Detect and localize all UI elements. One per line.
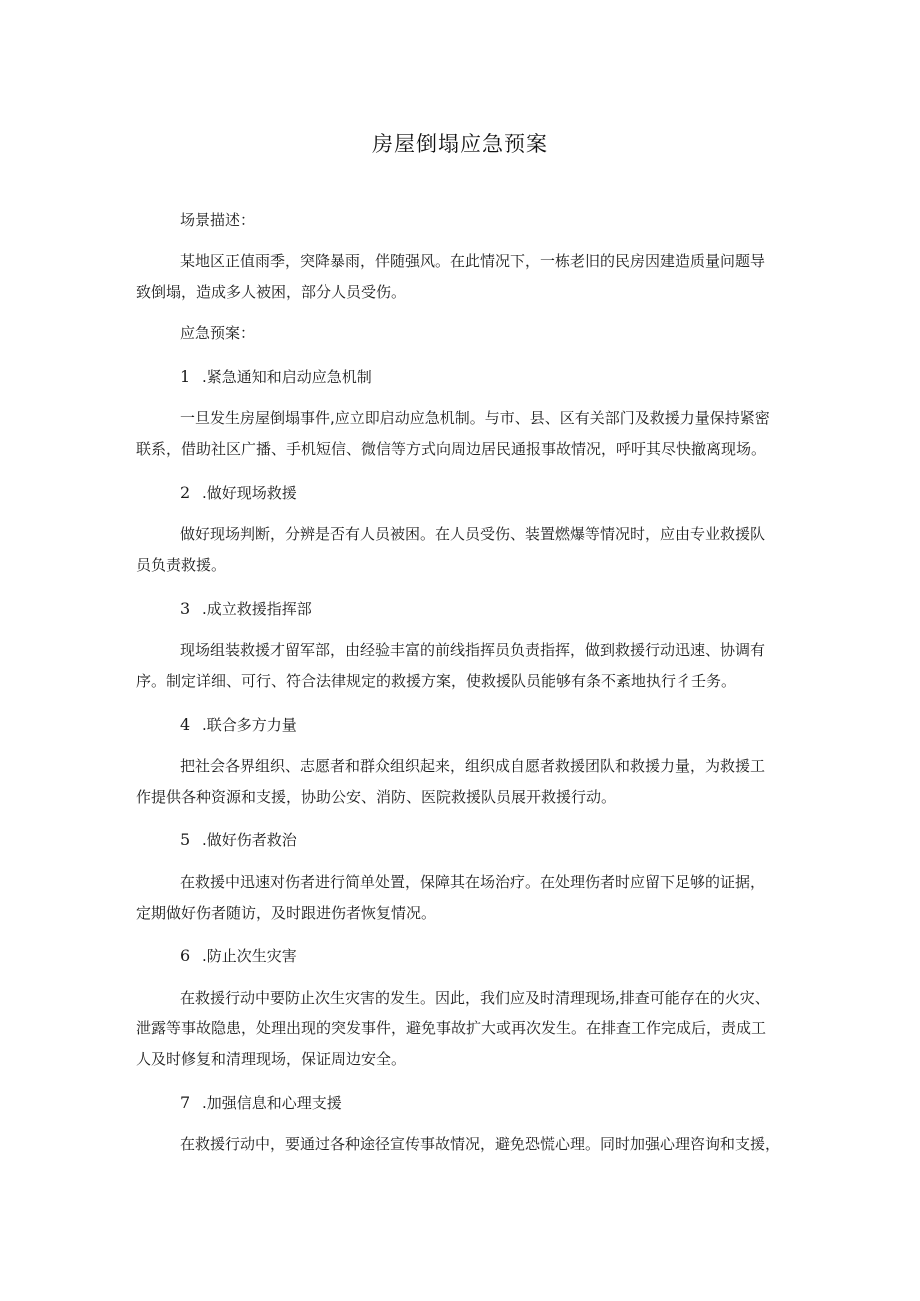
section-body-line: 定期做好伤者随访，及时跟进伤者恢复情况。 bbox=[136, 904, 437, 922]
section-body-line: 作提供各种资源和支援，协助公安、消防、医院救援队员展开救援行动。 bbox=[136, 788, 617, 806]
section-number: 6 bbox=[180, 946, 191, 965]
section-heading-text: .做好伤者救治 bbox=[202, 831, 297, 849]
section-body-line: 在救援行动中，要通过各种途径宣传事故情况，避免恐慌心理。同时加强心理咨询和支援， bbox=[180, 1135, 781, 1153]
section-number: 5 bbox=[180, 830, 191, 849]
section-heading-text: .成立救援指挥部 bbox=[202, 600, 312, 618]
section-body-line: 做好现场判断，分辨是否有人员被困。在人员受伤、装置燃爆等情况时，应由专业救援队 bbox=[180, 525, 766, 543]
section-body-line: 泄露等事故隐患，处理出现的突发事件，避免事故扩大或再次发生。在排查工作完成后，责成工 bbox=[136, 1019, 767, 1037]
section-heading bbox=[180, 714, 788, 736]
document-title: 房屋倒塌应急预案 bbox=[372, 132, 548, 156]
scenario-text-line: 致倒塌，造成多人被困，部分人员受伤。 bbox=[136, 283, 407, 301]
section-body-line: 在救援中迅速对伤者进行简单处置，保障其在场治疗。在处理伤者时应留下足够的证据， bbox=[180, 873, 766, 891]
section-heading-text: .防止次生灾害 bbox=[202, 947, 297, 965]
section-heading-text: .联合多方力量 bbox=[202, 716, 297, 734]
section-heading bbox=[180, 829, 788, 851]
section-heading bbox=[180, 1092, 788, 1114]
section-heading-text: .紧急通知和启动应急机制 bbox=[202, 368, 372, 386]
section-heading-text: .加强信息和心理支援 bbox=[202, 1094, 342, 1112]
section-body-line: 在救援行动中要防止次生灾害的发生。因此，我们应及时清理现场,排查可能存在的火灾、 bbox=[180, 989, 770, 1007]
plan-label: 应急预案： bbox=[180, 324, 256, 342]
section-body-line: 一旦发生房屋倒塌事件,应立即启动应急机制。与市、县、区有关部门及救援力量保持紧密 bbox=[180, 409, 770, 427]
section-heading bbox=[180, 598, 788, 620]
scenario-text-line: 某地区正值雨季，突降暴雨，伴随强风。在此情况下，一栋老旧的民房因建造质量问题导 bbox=[180, 252, 766, 270]
section-heading-text: .做好现场救援 bbox=[202, 484, 297, 502]
section-heading bbox=[180, 482, 788, 504]
section-number: 4 bbox=[180, 715, 191, 734]
section-heading bbox=[180, 945, 788, 967]
section-body-line: 序。制定详细、可行、符合法律规定的救援方案，使救援队员能够有条不紊地执行彳壬务。 bbox=[136, 672, 737, 690]
scenario-label: 场景描述： bbox=[180, 211, 256, 229]
section-body-line: 把社会各界组织、志愿者和群众组织起来，组织成自愿者救援团队和救援力量，为救援工 bbox=[180, 757, 766, 775]
section-number: 1 bbox=[180, 367, 191, 386]
section-body-line: 联系，借助社区广播、手机短信、微信等方式向周边居民通报事故情况，呼吁其尽快撤离现场。 bbox=[136, 440, 767, 458]
section-body-line: 员负责救援。 bbox=[136, 556, 227, 574]
section-number: 7 bbox=[180, 1093, 191, 1112]
section-heading bbox=[180, 366, 788, 388]
section-body-line: 现场组装救援才留军部，由经验丰富的前线指挥员负责指挥，做到救援行动迅速、协调有 bbox=[180, 641, 766, 659]
section-body-line: 人及时修复和清理现场，保证周边安全。 bbox=[136, 1050, 407, 1068]
section-number: 3 bbox=[180, 599, 191, 618]
section-number: 2 bbox=[180, 483, 191, 502]
